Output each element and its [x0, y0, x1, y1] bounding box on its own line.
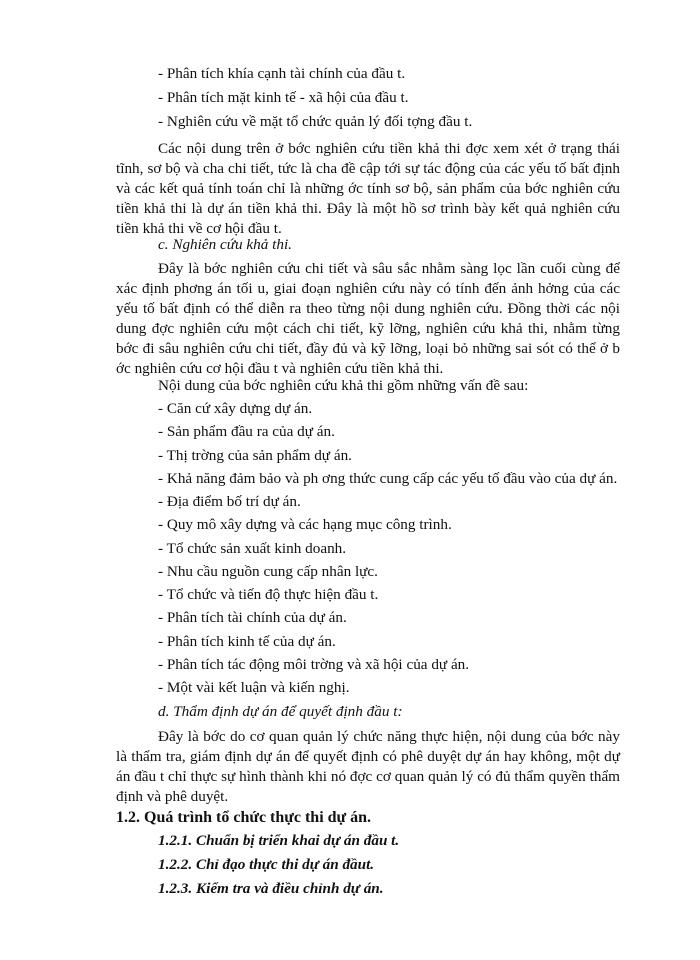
list-item: - Một vài kết luận và kiến nghị. [158, 679, 350, 696]
heading-1-2: 1.2. Quá trình tổ chức thực thi dự án. [116, 809, 372, 826]
subheading-1-2-3: 1.2.3. Kiểm tra và điều chỉnh dự án. [158, 880, 384, 897]
paragraph-prefeasibility [116, 139, 620, 239]
list-item: - Sản phẩm đầu ra của dự án. [158, 423, 335, 440]
list-item: - Phân tích kinh tế của dự án. [158, 633, 336, 650]
section-heading-c: c. Nghiên cứu khả thi. [158, 236, 292, 253]
subheading-1-2-2: 1.2.2. Chỉ đạo thực thi dự án đầut. [158, 856, 375, 873]
paragraph-text: Đây là bớc nghiên cứu chi tiết và sâu sắc nhằm sàng lọc lần cuối cùng để xác định phơng án tối u, giai đoạn nghiên cứu này có tính đến ảnh hởng của các yếu tố bất định có thể diễn ra theo từng nội dung nghiên cứu. Đồng thời các nội dung đợc nghiên cứu một cách chi tiết, kỹ lỡng, nghiên cứu khả thi, nhằm từng bớc đi sâu nghiên cứu chi tiết, đầy đủ và kỹ lỡng, loại bỏ những sai sót có thể ở b ớc nghiên cứu cơ hội đầu t và nghiên cứu tiền khả thi. [116, 260, 620, 377]
list-item: - Tổ chức và tiến độ thực hiện đầu t. [158, 586, 379, 603]
list-item: - Thị trờng của sản phẩm dự án. [158, 447, 352, 464]
list-item: - Địa điểm bố trí dự án. [158, 493, 301, 510]
paragraph-feasibility [116, 259, 620, 379]
list-item: - Phân tích tài chính của dự án. [158, 609, 347, 626]
list-item: - Căn cứ xây dựng dự án. [158, 400, 313, 417]
subheading-1-2-1: 1.2.1. Chuẩn bị triển khai dự án đầu t. [158, 832, 400, 849]
list-item: - Tổ chức sản xuất kinh doanh. [158, 540, 347, 557]
content-intro: Nội dung của bớc nghiên cứu khả thi gồm những vấn đề sau: [158, 377, 529, 394]
section-heading-d: d. Thẩm định dự án để quyết định đầu t: [158, 703, 403, 720]
paragraph-appraisal [116, 727, 620, 807]
bullet-item: - Phân tích khía cạnh tài chính của đầu t. [158, 65, 406, 82]
list-item: - Phân tích tác động môi trờng và xã hội của dự án. [158, 656, 470, 673]
list-item: - Khả năng đảm bảo và ph ơng thức cung cấp các yếu tố đầu vào của dự án. [158, 470, 618, 487]
bullet-item: - Nghiên cứu về mặt tổ chức quản lý đối tợng đầu t. [158, 113, 473, 130]
paragraph-text: Đây là bớc do cơ quan quản lý chức năng thực hiện, nội dung của bớc này là thẩm tra, giám định dự án để quyết định có phê duyệt dự án hay không, một dự án đầu t chỉ thực sự hình thành khi nó đợc cơ quan quản lý có đủ thẩm quyền thẩm định và phê duyệt. [116, 728, 620, 805]
list-item: - Quy mô xây dựng và các hạng mục công trình. [158, 516, 452, 533]
list-item: - Nhu cầu nguồn cung cấp nhân lực. [158, 563, 378, 580]
bullet-item: - Phân tích mặt kinh tế - xã hội của đầu t. [158, 89, 409, 106]
paragraph-text: Các nội dung trên ở bớc nghiên cứu tiền khả thi đợc xem xét ở trạng thái tĩnh, sơ bộ và cha chi tiết, tức là cha đề cập tới sự tác động của các yếu tố bất định và các kết quả tính toán chỉ là những ớc tính sơ bộ, sản phẩm của bớc nghiên cứu tiền khả thi là dự án tiền khả thi. Đây là một hồ sơ trình bày kết quả nghiên cứu tiền khả thi về cơ hội đầu t. [116, 140, 620, 237]
